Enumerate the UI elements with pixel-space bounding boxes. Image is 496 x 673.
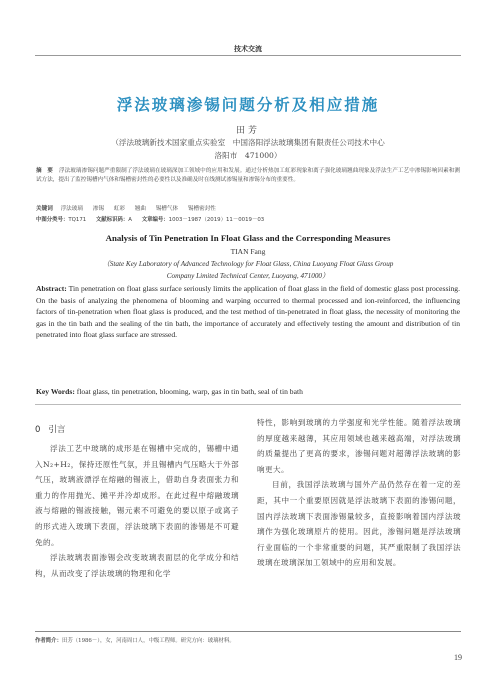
english-affiliation-line2: Company Limited Technical Center, Luoyang, 471000）: [166, 272, 330, 280]
chinese-keyword: 锡槽气体: [155, 206, 179, 212]
chinese-title: 浮法玻璃渗锡问题分析及相应措施: [116, 95, 380, 114]
english-abstract-text: Tin penetration on float glass surface seriously limits the application of float glass in the field of domestic glass post processing. On the basis of analyzing the phenomena of blooming and warping occurred to thermal processed and ion-reinforced, the influencing factors of tin-penetration when float glass is produced, and the test method of tin-penetrated in float glass, the necessity of monitoring the gas in the tin bath and the sealing of the tin bath, the importance of accurately and effectively testing the amount and distribution of tin penetrated into float glass surface are stressed.: [36, 284, 461, 340]
section-tag: 技术交流: [234, 45, 262, 53]
english-affiliation-line1: （State Key Laboratory of Advanced Technology for Float Glass, China Luoyang Float Glass Group: [102, 260, 394, 268]
body-column-left: [35, 441, 239, 581]
doc-code-value: A: [128, 217, 132, 223]
body-paragraph: 目前，我国浮法玻璃与国外产品仍然存在着一定的差距，其中一个重要原因就是浮法玻璃下表面的渗锡问题，国内浮法玻璃下表面渗锡量较多，直接影响着国内浮法玻璃作为强化玻璃原片的使用。因此，渗锡问题是浮法玻璃行业面临的一个非常重要的问题，其严重限制了我国浮法玻璃在玻璃深加工领域中的应用和发展。: [257, 480, 461, 568]
article-no-label: 文章编号：: [141, 217, 169, 223]
english-abstract: [36, 283, 460, 341]
body-column-right: [257, 415, 461, 571]
english-keywords: [36, 387, 460, 396]
chinese-keyword: 翘曲: [134, 206, 146, 212]
english-keywords-label: Key Words:: [36, 387, 75, 396]
chinese-keyword: 虹彩: [113, 206, 125, 212]
english-keywords-text: float glass, tin penetration, blooming, warp, gas in tin bath, seal of tin bath: [76, 387, 303, 396]
chinese-keyword: 渗锡: [92, 206, 104, 212]
chinese-author: 田芳: [235, 126, 260, 136]
classification-line: [36, 215, 460, 223]
footnote-rule: [35, 631, 461, 632]
chinese-affiliation-line1: （浮法玻璃新技术国家重点实验室 中国洛阳浮法玻璃集团有限责任公司技术中心: [111, 138, 385, 147]
chinese-keyword: 锡槽密封性: [187, 206, 216, 212]
chinese-affiliation-line2: 洛阳市 471000）: [214, 151, 282, 160]
section-divider: [35, 404, 461, 405]
chinese-keyword: 浮法玻璃: [60, 206, 83, 212]
section-title: 引言: [48, 425, 66, 435]
clc-value: TQ171: [68, 217, 87, 223]
chinese-keywords-label: 关键词: [36, 206, 53, 212]
author-footnote: [35, 636, 461, 644]
chinese-abstract-label: 摘 要: [36, 168, 53, 174]
body-paragraph: 浮法玻璃表面渗锡会改变玻璃表面层的化学成分和结构，从而改变了浮法玻璃的物理和化学: [35, 553, 239, 578]
doc-code-label: 文献标识码：: [95, 217, 129, 223]
article-no-value: 1003－1987（2019）11－0019－03: [168, 217, 265, 223]
chinese-keywords: [36, 204, 460, 212]
footnote-text: 田芳（1986－），女，河南周口人，中级工程师。研究方向：玻璃材料。: [61, 638, 235, 644]
header-rule: [35, 55, 461, 56]
section-number: 0: [35, 425, 41, 435]
english-title: Analysis of Tin Penetration In Float Glass and the Corresponding Measures: [105, 233, 391, 243]
english-abstract-label: Abstract:: [36, 284, 67, 293]
clc-label: 中图分类号：: [36, 217, 69, 223]
chinese-abstract: [36, 167, 460, 184]
body-paragraph: 特性，影响到玻璃的力学强度和光学性能。随着浮法玻璃的厚度越来越薄，其应用领域也越来越高端，对浮法玻璃的质量提出了更高的要求，渗锡问题对超薄浮法玻璃的影响更大。: [257, 418, 461, 474]
section-heading: [35, 423, 65, 435]
english-author: TIAN Fang: [230, 247, 266, 256]
body-paragraph: 浮法工艺中玻璃的成形是在锡槽中完成的，锡槽中通入N₂+H₂，保持还原性气氛，并且锡槽内气压略大于外部气压，玻璃液漂浮在熔融的锡液上，借助自身表面张力和重力的作用抛光、摊平并冷却成形。在此过程中熔融玻璃液与熔融的锡液接触，锡元素不可避免的要以原子或离子的形式进入玻璃下表面，浮法玻璃下表面的渗锡是不可避免的。: [35, 444, 239, 547]
chinese-abstract-text: 浮法玻璃渗锡问题严重限制了浮法玻璃在玻璃深加工领域中的应用和发展。通过分析热加工虹彩现象和离子强化玻璃翘曲现象及浮法生产工艺中渗锡影响因素和测试方法，提出了监控锡槽内气体和锡槽密封性的必要性以及准确及时在线测试渗锡量和渗锡分布的重要性。: [36, 168, 460, 183]
footnote-label: 作者简介：: [35, 638, 62, 644]
page-number: 19: [454, 653, 462, 662]
